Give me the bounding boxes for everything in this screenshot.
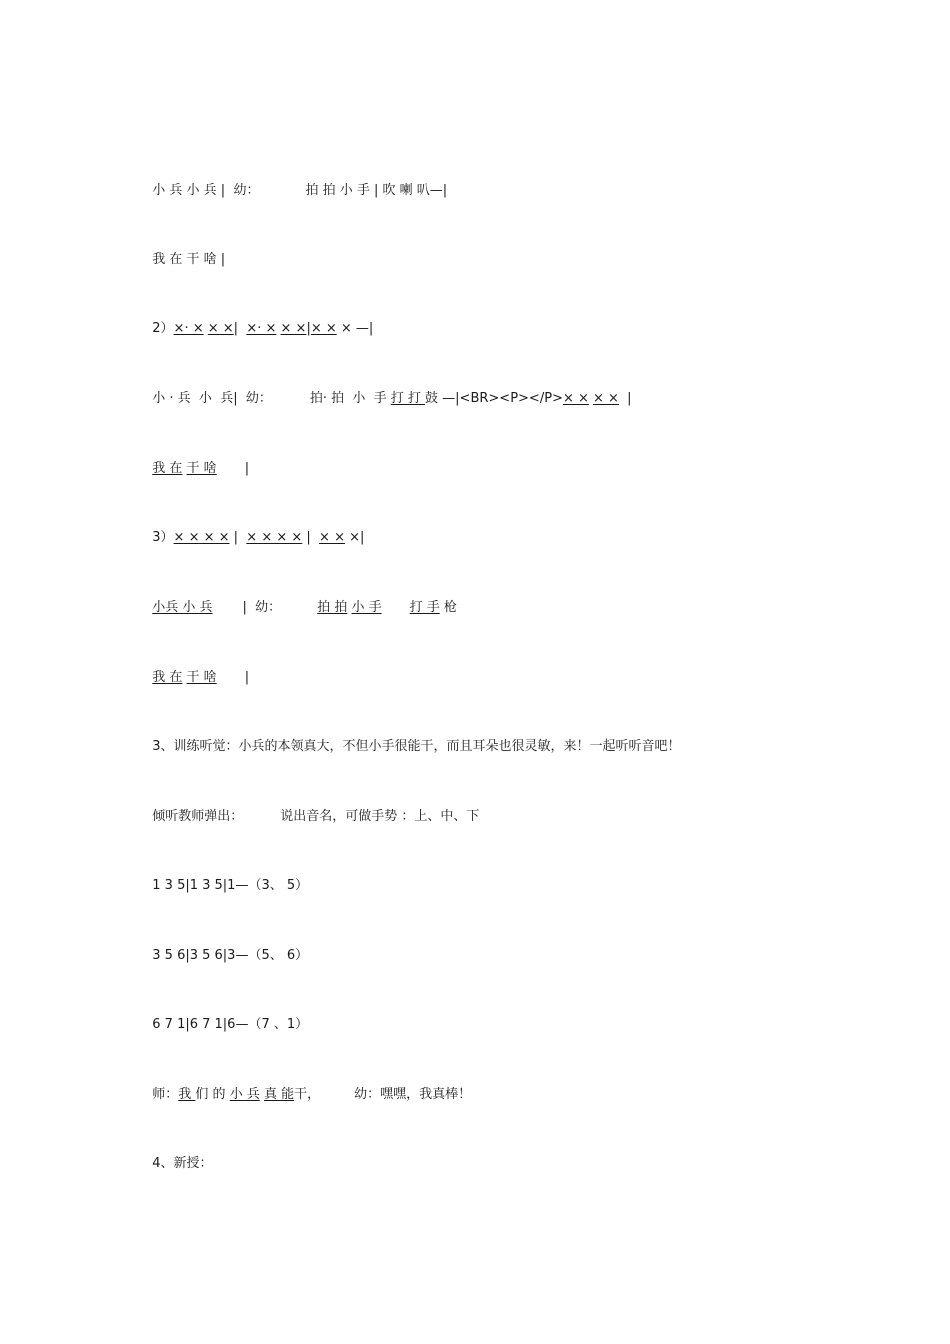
text-line [144, 720, 681, 756]
text-line [144, 581, 457, 617]
underlined-segment: × × [280, 321, 307, 336]
underlined-segment: 小 手 [351, 600, 382, 615]
text-segment: | [244, 670, 250, 685]
underlined-segment: × × [593, 391, 619, 406]
text-line [144, 372, 632, 408]
text-segment: ×| [344, 530, 365, 545]
text-segment: 干， [294, 1087, 321, 1102]
text-segment: 师： [152, 1087, 179, 1102]
text-segment: 倾听教师弹出： [152, 809, 244, 824]
text-line [144, 1068, 471, 1104]
text-line [144, 651, 249, 687]
text-segment: 3、训练听觉：小兵的本领真大，不但小手很能干，而且耳朵也很灵敏，来！一起听听音吧！ [152, 739, 681, 754]
underlined-segment: ×· × [173, 321, 204, 336]
text-segment: 拍· 拍 小 手 [309, 391, 391, 406]
underlined-segment: 干 啥 [186, 461, 217, 476]
underlined-segment: 我 [178, 1087, 196, 1102]
text-segment: | [618, 391, 632, 406]
underlined-segment: 打 手 [409, 600, 440, 615]
text-segment: 2） [152, 321, 174, 336]
underlined-segment: ×· × [246, 321, 277, 336]
underlined-segment: 打 打 [390, 391, 426, 406]
rhythm-line [144, 302, 373, 338]
underlined-segment: 拍 拍 [317, 600, 348, 615]
text-segment: | [233, 321, 247, 336]
underlined-segment: 小兵 小 兵 [152, 600, 213, 615]
text-segment: 小 兵 小 兵 | 幼： [152, 183, 260, 198]
text-line [144, 233, 225, 269]
text-segment: 枪 [439, 600, 457, 615]
text-line [144, 1137, 213, 1173]
text-segment: 4、新授： [152, 1156, 213, 1171]
text-line [144, 929, 308, 965]
text-segment: | [306, 321, 311, 336]
text-segment: 拍 拍 小 手 | 吹 喇 叭—| [305, 183, 448, 198]
text-segment: × —| [336, 321, 374, 336]
text-segment: | [244, 461, 250, 476]
underlined-segment: 我 在 [152, 461, 183, 476]
underlined-segment: × × × × [173, 530, 230, 545]
text-segment: | 幼： [242, 600, 282, 615]
rhythm-line [144, 511, 364, 547]
text-line [144, 998, 308, 1034]
text-segment: 鼓 —|<BR><P></P> [425, 391, 563, 406]
underlined-segment: × × [310, 321, 337, 336]
underlined-segment: 小 兵 [229, 1087, 260, 1102]
text-segment: 1 3 5|1 3 5|1—（3、 5） [152, 878, 309, 893]
text-line [144, 859, 308, 895]
underlined-segment: × × × × [246, 530, 303, 545]
text-segment: 小 · 兵 小 兵| 幼： [152, 391, 272, 406]
text-segment: | [302, 530, 320, 545]
underlined-segment: 真 能 [263, 1087, 295, 1102]
text-segment: 6 7 1|6 7 1|6—（7 、1） [152, 1017, 309, 1032]
text-segment: 们 的 [195, 1087, 230, 1102]
text-line [144, 164, 447, 200]
underlined-segment: × × [319, 530, 345, 545]
text-segment: 我 在 干 啥 | [152, 252, 226, 267]
underlined-segment: 我 在 [152, 670, 183, 685]
text-segment: 3） [152, 530, 174, 545]
text-segment: 说出音名，可做手势 ：上、中、下 [280, 809, 480, 824]
text-line [144, 790, 479, 826]
underlined-segment: × × [562, 391, 589, 406]
text-segment: | [229, 530, 247, 545]
text-segment: 幼：嘿嘿，我真棒！ [354, 1087, 472, 1102]
text-line [144, 442, 249, 478]
text-segment: 3 5 6|3 5 6|3—（5、 6） [152, 948, 309, 963]
underlined-segment: × × [207, 321, 234, 336]
underlined-segment: 干 啥 [186, 670, 217, 685]
